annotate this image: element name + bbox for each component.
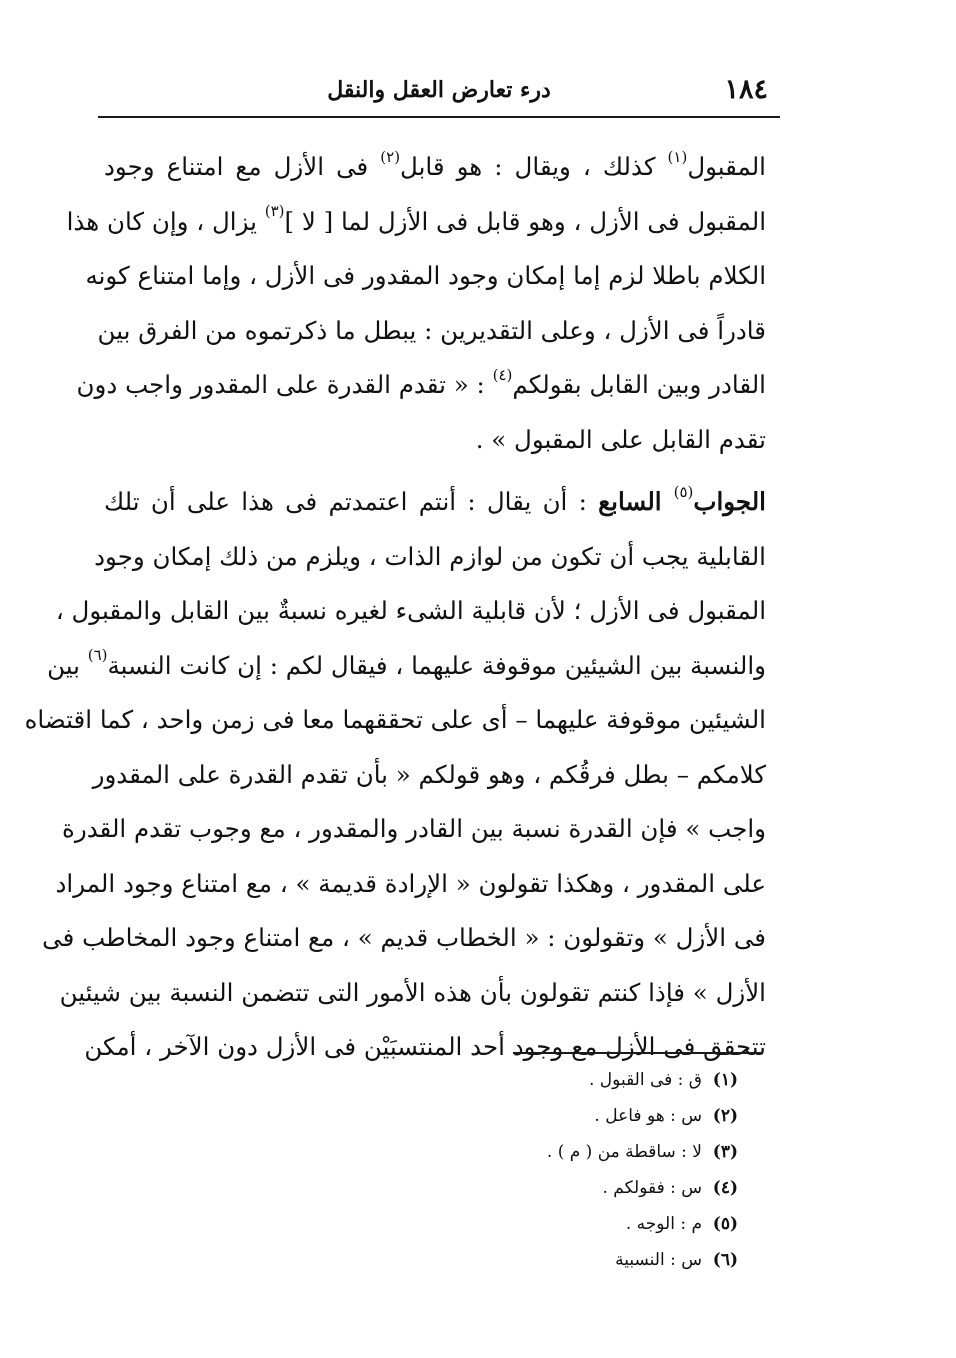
footnote-rule: [513, 1052, 763, 1054]
footnote-text: س : فقولكم .: [602, 1178, 702, 1198]
lead-word: الجواب: [693, 487, 766, 516]
footnote-text: س : هو فاعل .: [594, 1106, 702, 1126]
footnote-ref[interactable]: (٢): [380, 147, 401, 166]
footnote: [338, 1242, 738, 1278]
page-header: [98, 72, 780, 108]
footnote: [338, 1062, 738, 1098]
body-text: [24, 140, 766, 1075]
text-line: كلامكم – بطل فرقُكم ، وهو قولكم « بأن تقدم القدرة على المقدور: [92, 759, 766, 789]
footnote-number: (١): [712, 1070, 738, 1090]
footnote: [338, 1134, 738, 1170]
text-line: تقدم القابل على المقبول » .: [475, 424, 766, 454]
paragraph-2: [24, 475, 766, 1075]
footnote: [338, 1170, 738, 1206]
text-line: المقبول فى الأزل ؛ لأن قابلية الشىء لغيره نسبةٌ بين القابل والمقبول ،: [55, 596, 766, 625]
text-line: قادراً فى الأزل ، وعلى التقديرين : يبطل ما ذكرتموه من الفرق بين: [97, 315, 766, 345]
text-line: على المقدور ، وهكذا تقولون « الإرادة قديمة » ، مع امتناع وجود المراد: [55, 868, 766, 898]
footnote-ref[interactable]: (٥): [673, 482, 694, 501]
footnote-number: (٣): [712, 1142, 738, 1162]
footnote-number: (٥): [712, 1214, 738, 1234]
footnote-number: (٢): [712, 1106, 738, 1126]
text-line: الكلام باطلا لزم إما إمكان وجود المقدور فى الأزل ، وإما امتناع كونه: [85, 261, 766, 290]
paragraph-1: [66, 140, 766, 467]
footnote-text: ق : فى القبول .: [589, 1070, 702, 1090]
text-line: الشيئين موقوفة عليهما – أى على تحققهما معا فى زمن واحد ، كما اقتضاه: [24, 705, 766, 734]
footnote-ref[interactable]: (٦): [87, 646, 108, 665]
footnote-ref[interactable]: (١): [667, 147, 688, 166]
text-line: المقبول$^{(١)}$ كذلك ، ويقال : هو قابل$^{(٢)}$ فى الأزل مع امتناع وجود: [104, 147, 766, 181]
running-title: درء تعارض العقل والنقل: [327, 77, 551, 103]
text-line: فى الأزل » وتقولون : « الخطاب قديم » ، مع امتناع وجود المخاطب فى: [42, 923, 766, 952]
footnote: [338, 1206, 738, 1242]
footnote-text: م : الوجه .: [625, 1214, 702, 1234]
header-rule: [98, 116, 780, 118]
text-line: المقبول فى الأزل ، وهو قابل فى الأزل لما [ لا ]$^{(٣)}$ يزال ، وإن كان هذا: [66, 202, 766, 236]
footnote-ref[interactable]: (٣): [264, 202, 285, 221]
text-line: القادر وبين القابل بقولكم$^{(٤)}$ : « تقدم القدرة على المقدور واجب دون: [76, 365, 766, 399]
text-line: تتحقق فى الأزل مع وجود أحد المنتسبَيْن فى الأزل دون الآخر ، أمكن: [84, 1032, 766, 1061]
paragraph-gap: [104, 467, 766, 475]
page-number: ١٨٤: [724, 74, 768, 105]
footnote-text: لا : ساقطة من ( م ) .: [546, 1142, 702, 1162]
footnotes: [338, 1062, 738, 1278]
footnote-number: (٦): [712, 1250, 738, 1270]
text-line: والنسبة بين الشيئين موقوفة عليهما ، فيقال لكم : إن كانت النسبة$^{(٦)}$ بين: [47, 646, 766, 680]
footnote: [338, 1098, 738, 1134]
lead-word: السابع: [598, 487, 674, 516]
footnote-ref[interactable]: (٤): [492, 365, 513, 384]
text-line: الأزل » فإذا كنتم تقولون بأن هذه الأمور التى تتضمن النسبة بين شيئين: [59, 977, 766, 1007]
footnote-text: س : النسبية: [615, 1250, 702, 1270]
text-line: واجب » فإن القدرة نسبة بين القادر والمقدور ، مع وجوب تقدم القدرة: [62, 814, 766, 843]
text-line: الجواب$^{(٥)}$ السابع : أن يقال : أنتم اعتمدتم فى هذا على أن تلك: [104, 482, 766, 516]
footnote-number: (٤): [712, 1178, 738, 1198]
text-line: القابلية يجب أن تكون من لوازم الذات ، ويلزم من ذلك إمكان وجود: [94, 541, 766, 571]
